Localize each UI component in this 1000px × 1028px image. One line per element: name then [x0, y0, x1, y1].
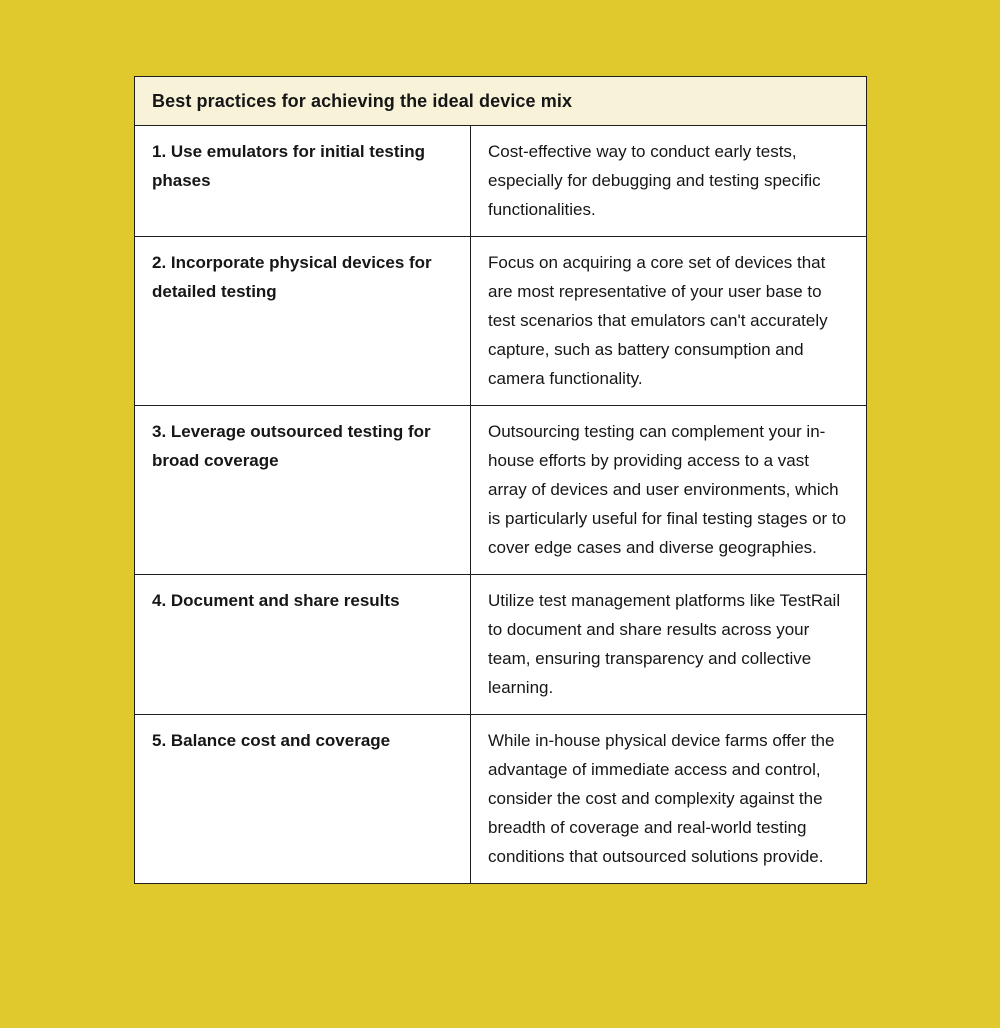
table-row	[135, 715, 866, 883]
table-row	[135, 237, 866, 406]
description-cell: Utilize test management platforms like TestRail to document and share results across your team, ensuring transparency and collective learning.	[488, 591, 841, 697]
table-title: Best practices for achieving the ideal device mix	[135, 77, 866, 126]
table-row	[135, 126, 866, 237]
description-cell: Focus on acquiring a core set of devices that are most representative of your user base to test scenarios that emulators can't accurately capture, such as battery consumption and camera functionality.	[488, 253, 828, 388]
best-practices-table	[134, 76, 867, 884]
practice-cell: 2. Incorporate physical devices for detailed testing	[135, 237, 471, 405]
practice-cell: 5. Balance cost and coverage	[135, 715, 471, 883]
practice-cell: 4. Document and share results	[135, 575, 471, 714]
description-cell: Cost-effective way to conduct early tests, especially for debugging and testing specific functionalities.	[488, 142, 821, 219]
description-cell: While in-house physical device farms offer the advantage of immediate access and control, consider the cost and complexity against the breadth of coverage and real-world testing conditions that outsourced solutions provide.	[488, 731, 835, 866]
practice-cell: 1. Use emulators for initial testing phases	[135, 126, 471, 236]
table-row	[135, 575, 866, 715]
description-cell: Outsourcing testing can complement your in-house efforts by providing access to a vast array of devices and user environments, which is particularly useful for final testing stages or to cover edge cases and diverse geographies.	[488, 422, 847, 557]
practice-cell: 3. Leverage outsourced testing for broad coverage	[135, 406, 471, 574]
table-row	[135, 406, 866, 575]
